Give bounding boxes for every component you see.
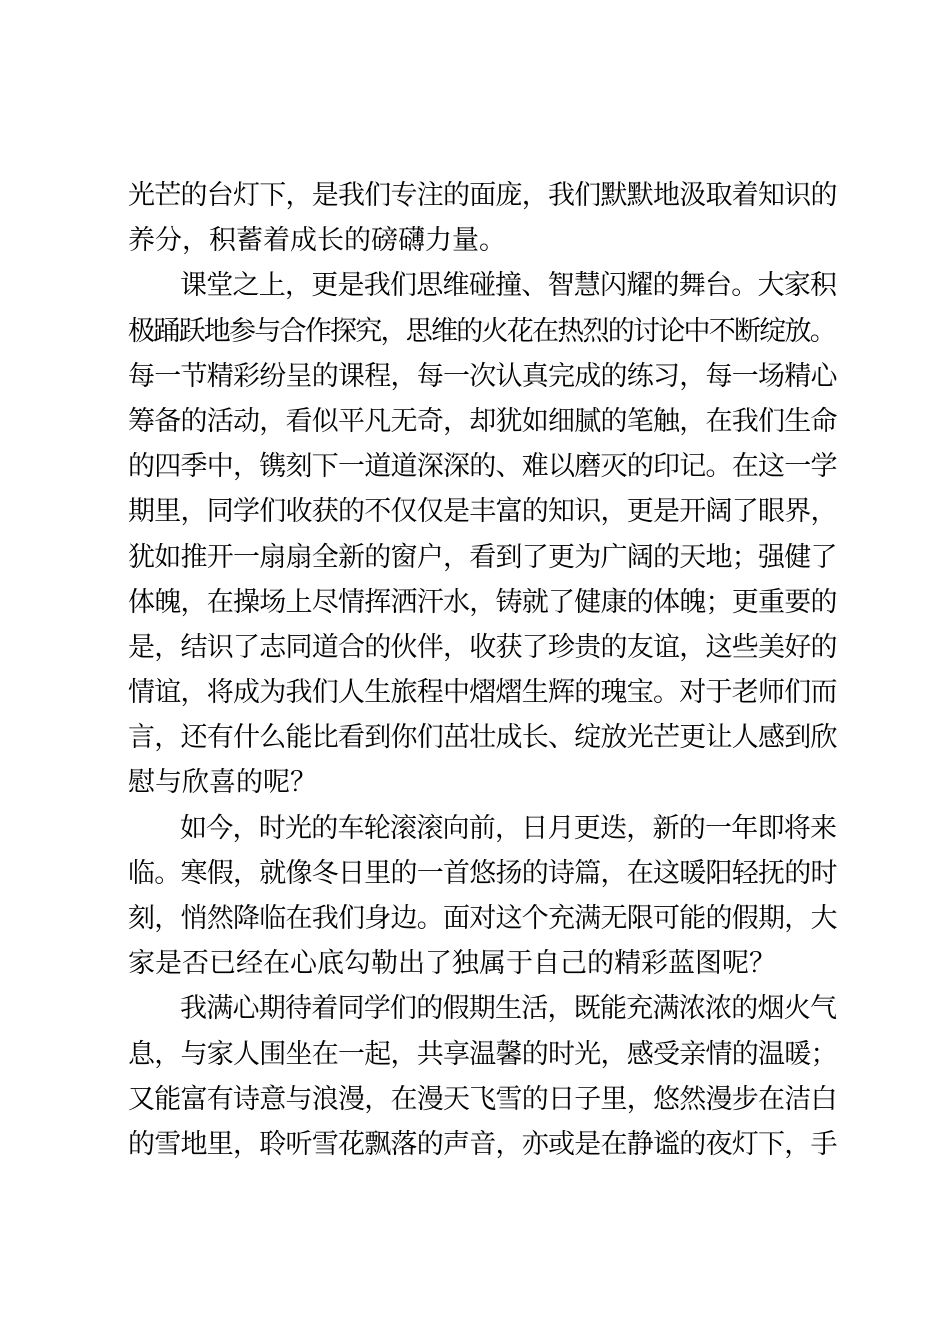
paragraph-first-line: 我满心期待着同学们的假期生活，既能充满浓浓的烟火气 [180,993,837,1025]
text-line: 临。寒假，就像冬日里的一首悠扬的诗篇，在这暖阳轻抚的时 [128,857,837,889]
text-line: 又能富有诗意与浪漫，在漫天飞雪的日子里，悠然漫步在洁白 [128,1083,837,1115]
text-line: 养分，积蓄着成长的磅礴力量。 [128,225,506,257]
body-text [128,173,838,1167]
text-line: 筹备的活动，看似平凡无奇，却犹如细腻的笔触，在我们生命 [128,405,837,437]
text-line: 期里，同学们收获的不仅仅是丰富的知识，更是开阔了眼界， [128,496,837,528]
text-line: 体魄，在操场上尽情挥洒汗水，铸就了健康的体魄；更重要的 [128,586,837,618]
text-line: 息，与家人围坐在一起，共享温馨的时光，感受亲情的温暖； [128,1038,837,1070]
text-line: 每一节精彩纷呈的课程，每一次认真完成的练习，每一场精心 [128,360,837,392]
text-line: 情谊，将成为我们人生旅程中熠熠生辉的瑰宝。对于老师们而 [128,677,837,709]
text-line: 的四季中，镌刻下一道道深深的、难以磨灭的印记。在这一学 [128,451,837,483]
text-line: 极踊跃地参与合作探究，思维的火花在热烈的讨论中不断绽放。 [128,315,835,347]
text-line: 是，结识了志同道合的伙伴，收获了珍贵的友谊，这些美好的 [128,631,837,663]
paragraph-first-line: 课堂之上，更是我们思维碰撞、智慧闪耀的舞台。大家积 [180,270,837,302]
text-line: 家是否已经在心底勾勒出了独属于自己的精彩蓝图呢？ [128,948,776,980]
text-line: 言，还有什么能比看到你们茁壮成长、绽放光芒更让人感到欣 [128,722,837,754]
text-line: 光芒的台灯下，是我们专注的面庞，我们默默地汲取着知识的 [128,180,837,211]
paragraph-first-line: 如今，时光的车轮滚滚向前，日月更迭，新的一年即将来 [180,812,837,844]
text-line: 慰与欣喜的呢？ [128,767,317,799]
text-line: 犹如推开一扇扇全新的窗户，看到了更为广阔的天地；强健了 [128,541,837,573]
text-line: 刻，悄然降临在我们身边。面对这个充满无限可能的假期，大 [128,903,837,934]
text-line: 的雪地里，聆听雪花飘落的声音，亦或是在静谧的夜灯下，手 [128,1128,837,1160]
